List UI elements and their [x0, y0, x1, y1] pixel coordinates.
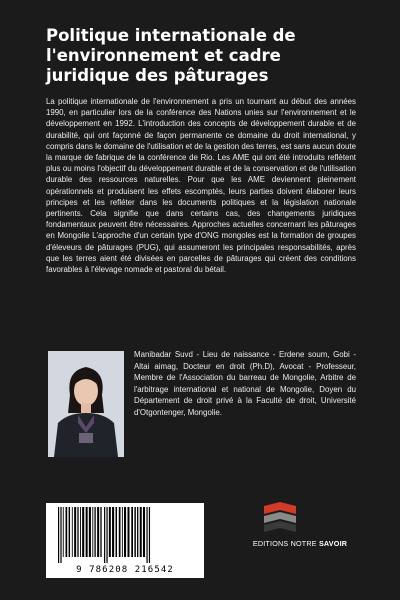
barcode-bar [86, 507, 88, 557]
barcode-bar [82, 507, 84, 557]
barcode-bar [94, 507, 95, 557]
barcode-bar [60, 507, 61, 563]
barcode-bar [149, 507, 150, 563]
barcode-bar [128, 507, 130, 557]
barcode-bar [89, 507, 91, 557]
barcode-bars [50, 507, 200, 563]
isbn-number: 9 786208 216542 [76, 565, 174, 575]
barcode-bar [131, 507, 133, 557]
barcode-bar [77, 507, 78, 557]
barcode-bar [92, 507, 93, 557]
book-title: Politique internationale de l'environnement et cadre juridique des pâturages [46, 26, 296, 85]
barcode-bar [104, 507, 105, 563]
back-cover-description: La politique internationale de l'environnement a pris un tournant au début des années 1990, en particulier lors de la conférence des Nations unies sur l'environnement et le développement en 1992. L'introduction des concepts de développement durable et de durabilité, qui ont façonné de façon permanente ce domaine du droit international, y compris dans le domaine de l'utilisation et de la gestion des terres, est sans aucun doute la marque de fabrique de la conférence de Rio. Les AME qui ont été introduits reflètent plus ou moins l'objectif du développement durable et de la conservation et de l'utilisation durable des ressources naturelles. Pour que les AME deviennent pleinement opérationnels et produisent les effets escomptés, leurs parties doivent élaborer leurs principes et les refléter dans les documents politiques et la législation nationale pertinents. Cela signifie que dans certains cas, des changements juridiques fondamentaux peuvent être nécessaires. Approches actuelles concernant les pâturages en Mongolie L'approche d'un certain type d'ONG mongoles est la formation de groupes d'éleveurs de pâturages (PUG), qui assumeront les principales responsabilités, après que les terres aient été divisées en parcelles de pâturages qui créent des conditions favorables à l'élevage nomade et pastoral du bétail. [46, 97, 356, 275]
barcode-bar [80, 507, 81, 557]
author-photo [48, 351, 124, 457]
barcode-bar [66, 507, 68, 557]
barcode-bar [124, 507, 126, 557]
barcode-bar [72, 507, 73, 557]
barcode-bar [106, 507, 107, 563]
barcode-bar [146, 507, 147, 563]
publisher-name-bold: SAVOIR [318, 539, 348, 548]
barcode-bar [58, 507, 59, 563]
barcode-bar [74, 507, 76, 557]
publisher-logo-icon [262, 502, 298, 536]
isbn-barcode [46, 503, 204, 578]
barcode-bar [112, 507, 114, 557]
publisher-name-regular: EDITIONS NOTRE [252, 539, 319, 548]
barcode-bar [116, 507, 117, 557]
barcode-bar [109, 507, 111, 557]
barcode-bar [69, 507, 70, 557]
publisher-name [240, 539, 360, 548]
barcode-bar [134, 507, 135, 557]
barcode-bar [140, 507, 142, 557]
author-biography: Manibadar Suvd - Lieu de naissance - Erdene soum, Gobi - Altai aimag, Docteur en droit (Ph.D), Avocat - Professeur, Membre de l'Association du barreau de Mongolie, Arbitre de l'arbitrage international et national de Mongolie, Doyen du Département de droit privé à la Faculté de droit, Université d'Otgontenger, Mongolie. [134, 350, 356, 417]
barcode-bar [63, 507, 64, 557]
barcode-bar [143, 507, 145, 557]
barcode-bar [122, 507, 123, 557]
barcode-bar [137, 507, 138, 557]
barcode-bar [119, 507, 121, 557]
barcode-bar [97, 507, 99, 557]
barcode-bar [100, 507, 101, 557]
